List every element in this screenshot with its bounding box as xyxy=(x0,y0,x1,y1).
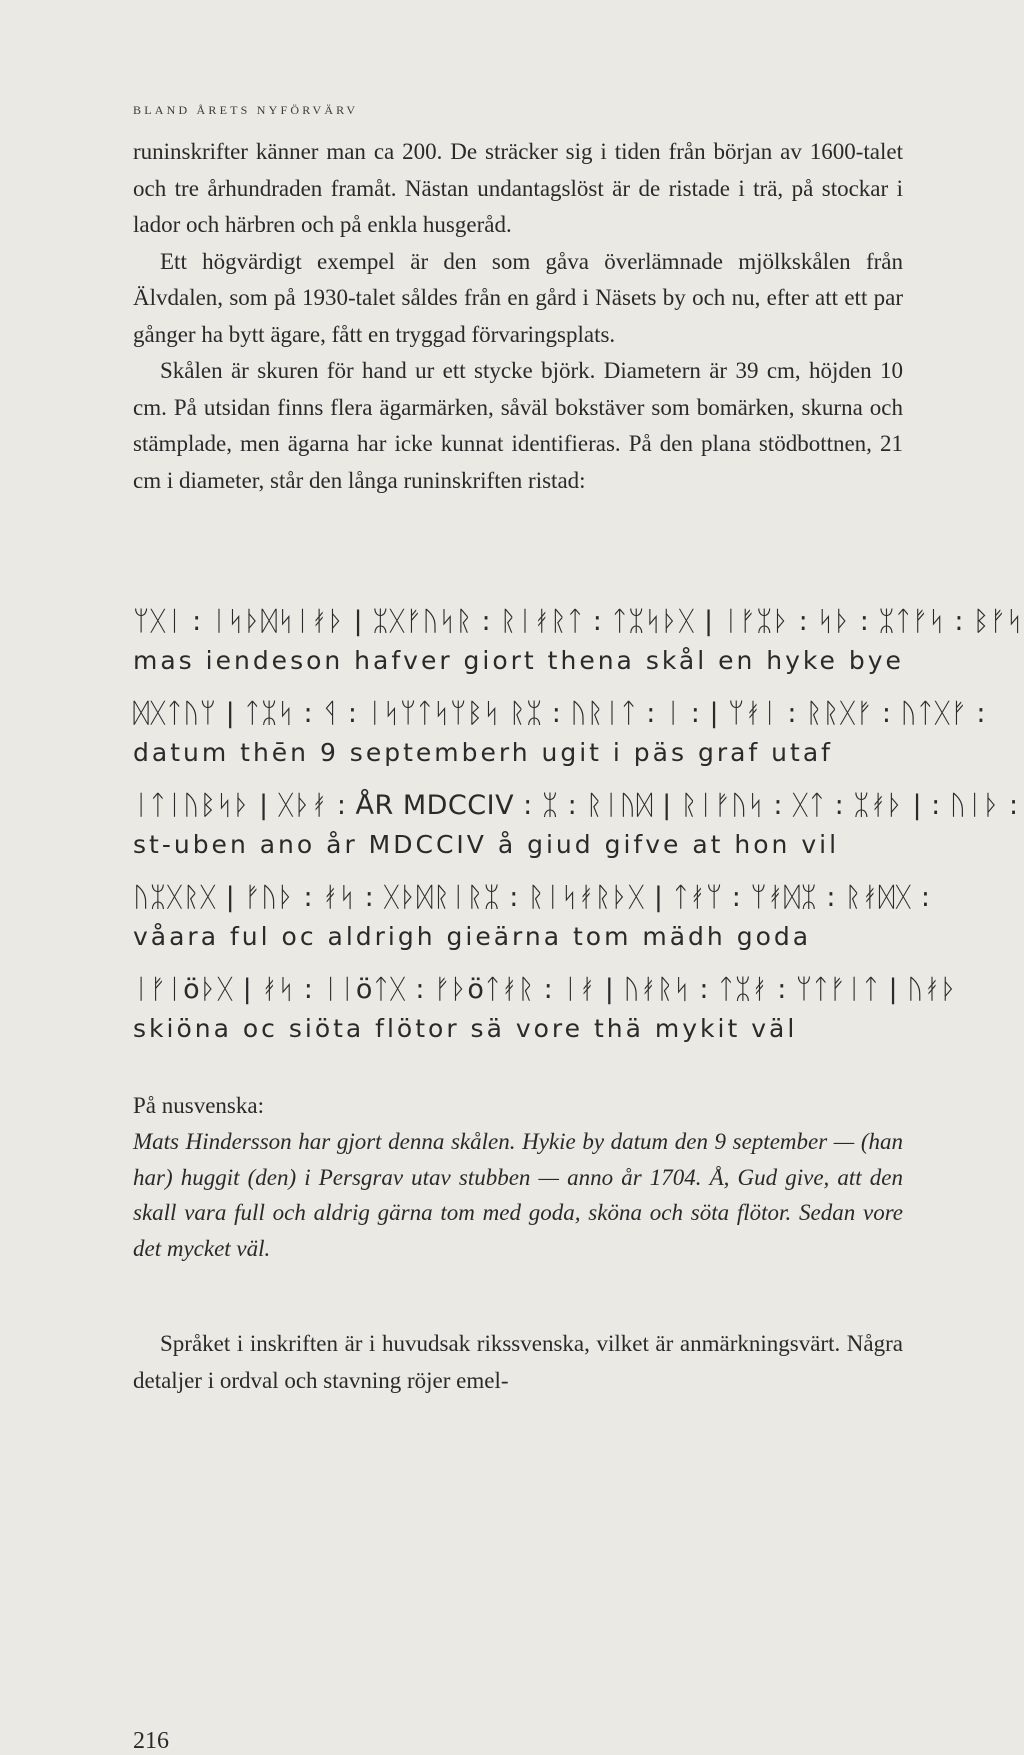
inscription-row-2 xyxy=(133,698,987,790)
body-text-top xyxy=(133,134,903,499)
transliteration-line: datum thēn 9 septemberh ugit i päs graf utaf xyxy=(133,738,833,767)
rune-line: ᛘᚷᛁ : ᛁᛋᚦᛞᛋᛁᚯᚦ | ᛯᚷᚠᚢᛋᚱ : ᚱᛁᚯᚱᛏ : ᛏᛯᛋᚦᚷ | ᛁᚠᛯᚦ : ᛋᚦ : ᛯᛏᚠᛋ : ᛒᚠᛋ xyxy=(133,606,1024,637)
modern-swedish-translation: Mats Hindersson har gjort denna skålen. Hykie by datum den 9 september — (han har) huggit (den) i Persgrav utav stubben — anno år 1704. Å, Gud give, att den skall vara full och aldrig gärna tom med goda, sköna och söta flötor. Sedan vore det mycket väl. xyxy=(133,1129,903,1261)
transliteration-line: mas iendeson hafver giort thena skål en hyke bye xyxy=(133,646,904,675)
rune-line: ᛁᛏᛁᚢᛒᛋᚦ | ᚷᚦᚯ : ÅR MDCCIV : ᛯ : ᚱᛁᚢᛞ | ᚱᛁᚠᚢᛋ : ᚷᛏ : ᛯᚯᚦ | : ᚢᛁᚦ : xyxy=(133,790,1019,821)
transliteration-line: st-uben ano år MDCCIV å giud gifve at hon vil xyxy=(133,830,840,859)
rune-line: ᛞᚷᛏᚢᛘ | ᛏᛯᛋ : ᛩ : ᛁᛋᛘᛏᛋᛘᛒᛋ ᚱᛯ : ᚢᚱᛁᛏ : ᛁ : | ᛘᚯᛁ : ᚱᚱᚷᚠ : ᚢᛏᚷᚠ : xyxy=(133,698,987,729)
rune-line: ᚢᛯᚷᚱᚷ | ᚠᚢᚦ : ᚯᛋ : ᚷᚦᛞᚱᛁᚱᛯ : ᚱᛁᛋᚯᚱᚦᚷ | ᛏᚯᛘ : ᛘᚯᛞᛯ : ᚱᚯᛞᚷ : xyxy=(133,882,931,913)
transliteration-line: våara ful oc aldrigh gieärna tom mädh goda xyxy=(133,922,812,951)
modern-swedish-label: På nusvenska: xyxy=(133,1093,264,1118)
body-text-bottom xyxy=(133,1326,903,1399)
page-number: 216 xyxy=(133,1728,169,1754)
paragraph-4: Språket i inskriften är i huvudsak rikssvenska, vilket är anmärkningsvärt. Några detaljer i ordval och stavning röjer emel- xyxy=(133,1331,903,1393)
paragraph-1: runinskrifter känner man ca 200. De sträcker sig i tiden från början av 1600-talet och tre århundraden framåt. Nästan undantagslöst är de ristade i trä, på stockar i lador och härbren och på enkla husgeråd. xyxy=(133,139,903,237)
inscription-row-5 xyxy=(133,974,958,1066)
transliteration-line: skiöna oc siöta flötor sä vore thä mykit väl xyxy=(133,1014,798,1043)
inscription-row-3 xyxy=(133,790,1019,882)
running-head: BLAND ÅRETS NYFÖRVÄRV xyxy=(133,103,359,117)
inscription-row-1 xyxy=(133,606,1024,698)
rune-line: ᛁᚠᛁöᚦᚷ | ᚯᛋ : ᛁᛁöᛏᚷ : ᚠᚦöᛏᚯᚱ : ᛁᚯ | ᚢᚯᚱᛋ : ᛏᛯᚯ : ᛘᛏᚠᛁᛏ | ᚢᚯᚦ xyxy=(133,974,958,1005)
inscription-row-4 xyxy=(133,882,931,974)
inscription-block xyxy=(133,606,1024,1066)
paragraph-2: Ett högvärdigt exempel är den som gåva överlämnade mjölkskålen från Älvdalen, som på 1930-talet såldes från en gård i Näsets by och nu, efter att ett par gånger ha bytt ägare, fått en tryggad förvaringsplats. xyxy=(133,248,903,347)
paragraph-3: Skålen är skuren för hand ur ett stycke björk. Diametern är 39 cm, höjden 10 cm. På utsidan finns flera ägarmärken, såväl bokstäver som bomärken, skurna och stämplade, men ägarna har icke kunnat identifieras. På den plana stödbottnen, 21 cm i diameter, står den långa runinskriften ristad: xyxy=(133,358,903,493)
